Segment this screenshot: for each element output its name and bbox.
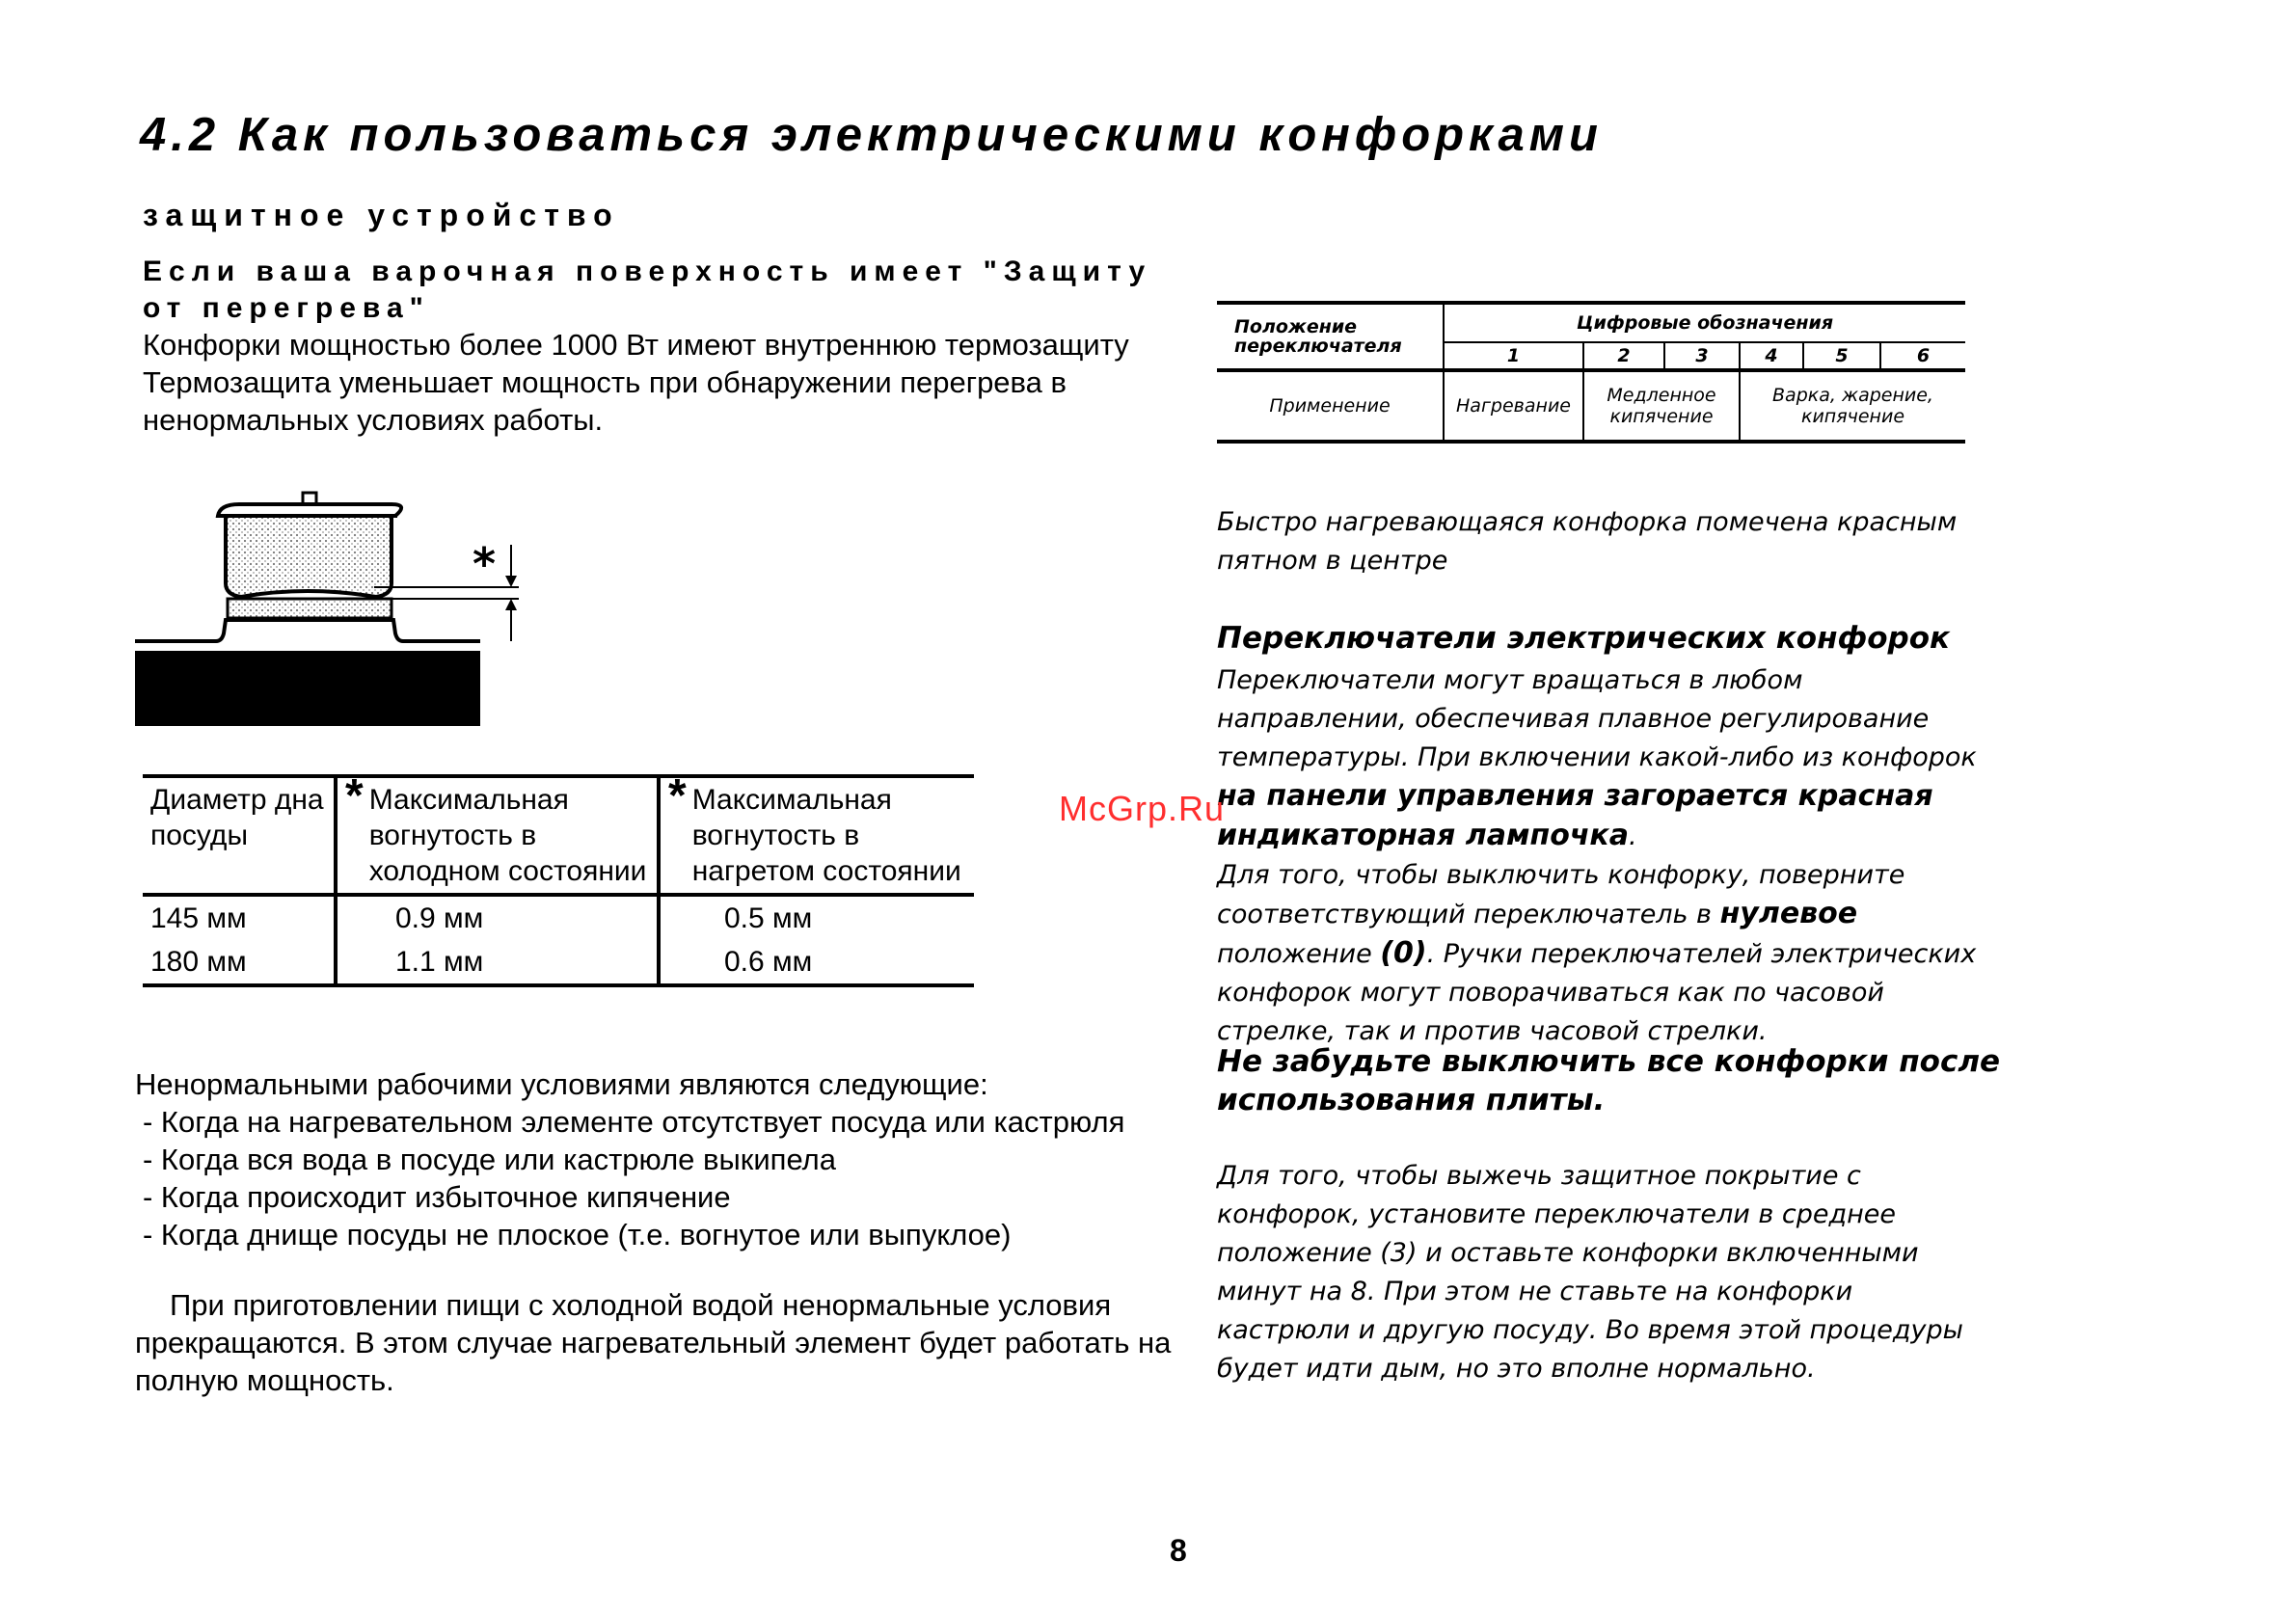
switch-number: 1 [1444, 342, 1583, 370]
burn-in-paragraph: Для того, чтобы выжечь защитное покрытие с конфорок, установите переключатели в среднее положение (3) и оставьте конфорки включенными минут на 8. При этом не ставьте на конфорки кастрюли и другую посуду. Во время этой процедуры будет идти дым, но это вполне нормально. [1217, 1161, 1963, 1384]
asterisk-marker: * [345, 770, 364, 821]
pot-body [226, 516, 392, 597]
abnormal-conditions [135, 1065, 1176, 1253]
warning-text: Не забудьте выключить все конфорки после использования плиты. [1217, 1044, 2001, 1117]
conditions-intro: Ненормальными рабочими условиями являются следующие: [135, 1067, 988, 1101]
digital-label: Цифровые обозначения [1444, 303, 1965, 342]
switch-number: 5 [1803, 342, 1880, 370]
fast-plate-note: Быстро нагревающаяся конфорка помечена красным пятном в центре [1217, 507, 1958, 576]
hob-base [135, 651, 480, 726]
asterisk-marker: * [668, 770, 687, 821]
position-label: Положение переключателя [1217, 303, 1444, 370]
intro-line: Конфорки мощностью более 1000 Вт имеют внутреннюю термозащиту [143, 328, 1129, 362]
list-item: - Когда происходит избыточное кипячение [143, 1180, 731, 1214]
intro-line: Термозащита уменьшает мощность при обнаружении перегрева в ненормальных условиях работы. [143, 365, 1067, 437]
pot-concavity-diagram [133, 487, 538, 728]
list-item: - Когда на нагревательном элементе отсутствует посуда или кастрюля [143, 1105, 1125, 1139]
list-item: - Когда вся вода в посуде или кастрюле выкипела [143, 1143, 836, 1176]
concavity-table [143, 770, 974, 987]
usage-value: Медленное кипячение [1583, 370, 1740, 442]
zero-position-text: нулевое [1719, 897, 1858, 930]
switch-position-table [1217, 301, 1965, 444]
header-diameter: Диаметр дна посуды [150, 784, 324, 851]
cell-diameter: 145 мм [150, 902, 247, 934]
hob-surface [135, 620, 480, 641]
concavity-marker: * [473, 538, 497, 590]
cell-hot: 0.6 мм [659, 940, 974, 985]
cell-diameter: 180 мм [150, 946, 247, 978]
switches-text: Для того, чтобы выключить конфорку, поверните соответствующий переключатель в нулевое положение (0). Ручки переключателей электрических конфорок могут поворачиваться как по часовой стрелке, так и против часовой стрелки. [1217, 860, 1977, 1046]
watermark: McGrp.Ru [1059, 789, 1226, 828]
usage-value: Нагревание [1444, 370, 1583, 442]
header-hot: * Максимальная вогнутость в нагретом состоянии [659, 776, 974, 895]
cell-cold: 1.1 мм [336, 940, 659, 985]
list-item: - Когда днище посуды не плоское (т.е. вогнутое или выпуклое) [143, 1218, 1012, 1252]
header-cold: * Максимальная вогнутость в холодном состоянии [336, 776, 659, 895]
burner-plate [228, 599, 392, 618]
switches-text: Переключатели могут вращаться в любом направлении, обеспечивая плавное регулирование температуры. При включении какой-либо из конфорок на панели управления загорается красная индикаторная лампочка. [1217, 665, 1977, 852]
cell-cold: 0.9 мм [336, 895, 659, 940]
usage-value: Варка, жарение, кипячение [1740, 370, 1965, 442]
switches-paragraph [1217, 661, 1988, 1051]
table-row [143, 895, 974, 940]
switch-number: 3 [1664, 342, 1740, 370]
table-row [143, 940, 974, 985]
switch-number: 4 [1740, 342, 1803, 370]
overheat-protection-heading: Если ваша варочная поверхность имеет "Защиту от перегрева" [143, 256, 1152, 324]
intro-text [143, 326, 1165, 439]
zero-symbol: (0) [1380, 936, 1427, 970]
switch-number: 2 [1583, 342, 1664, 370]
switches-heading: Переключатели электрических конфорок [1217, 621, 1951, 656]
switch-number: 6 [1880, 342, 1965, 370]
section-subheading: защитное устройство [143, 198, 620, 232]
page-title: 4.2 Как пользоваться электрическими конфорками [140, 109, 1603, 161]
cell-hot: 0.5 мм [659, 895, 974, 940]
indicator-lamp-text: на панели управления загорается красная индикаторная лампочка [1217, 779, 1933, 852]
page-number: 8 [1170, 1533, 1187, 1568]
usage-label: Применение [1269, 395, 1391, 417]
cold-water-paragraph: При приготовлении пищи с холодной водой ненормальные условия прекращаются. В этом случае нагревательный элемент будет работать на полную мощность. [135, 1288, 1172, 1397]
